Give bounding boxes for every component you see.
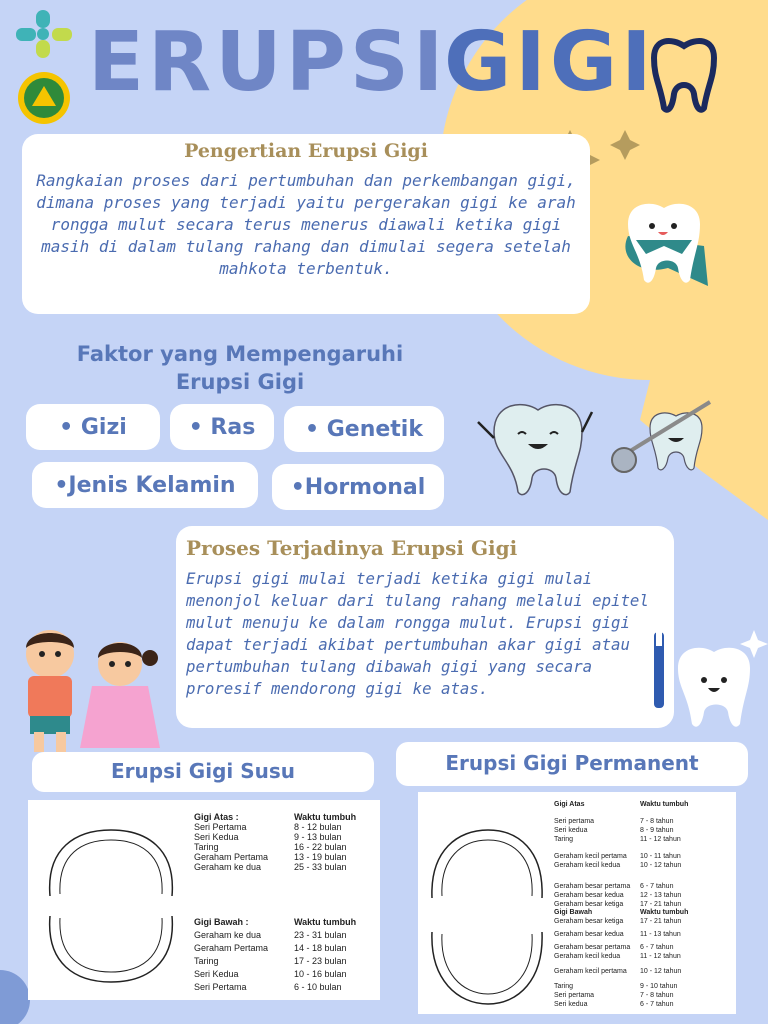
process-heading: Proses Terjadinya Erupsi Gigi xyxy=(186,536,518,560)
tooth-time: 8 - 12 bulan xyxy=(294,822,342,832)
factors-heading-line2: Erupsi Gigi xyxy=(175,370,305,394)
deciduous-title: Erupsi Gigi Susu xyxy=(111,759,295,783)
factor-pill-genetik: • Genetik xyxy=(284,406,444,452)
tooth-time: 6 - 10 bulan xyxy=(294,982,342,992)
deciduous-upper-header-time: Waktu tumbuh xyxy=(294,812,357,822)
tooth-with-toothbrush-image xyxy=(640,628,760,738)
factors-heading-line1: Faktor yang Mempengaruhi xyxy=(76,342,404,366)
tooth-time: 17 - 23 bulan xyxy=(294,956,347,966)
tooth-time: 6 - 7 tahun xyxy=(640,883,674,890)
tooth-name: Seri pertama xyxy=(554,992,595,999)
deciduous-lower-header-name: Gigi Bawah : xyxy=(194,917,249,927)
university-logo-icon xyxy=(14,70,74,126)
tooth-name: Geraham Pertama xyxy=(194,943,269,953)
tooth-time: 17 - 21 tahun xyxy=(640,901,682,908)
tooth-name: Taring xyxy=(194,956,219,966)
deciduous-chart xyxy=(28,800,380,1000)
permanent-lower-header-time: Waktu tumbuh xyxy=(640,909,689,916)
tooth-name: Geraham ke dua xyxy=(194,930,262,940)
tooth-time: 8 - 9 tahun xyxy=(640,827,674,834)
permanent-lower-header-name: Gigi Bawah xyxy=(554,909,593,916)
factor-pill-hormonal: •Hormonal xyxy=(272,464,444,510)
tooth-time: 10 - 12 tahun xyxy=(640,968,682,975)
permanent-upper-table xyxy=(554,800,720,909)
tooth-name: Taring xyxy=(554,983,574,990)
tooth-name: Seri pertama xyxy=(554,818,595,825)
sparkle-icon xyxy=(610,130,640,160)
tooth-name: Seri kedua xyxy=(554,827,588,834)
tooth-time: 13 - 19 bulan xyxy=(294,852,347,862)
tooth-name: Geraham Pertama xyxy=(194,852,269,862)
factor-pill-gizi: • Gizi xyxy=(26,404,160,450)
permanent-title-box xyxy=(396,742,748,786)
kids-illustration-image xyxy=(4,612,174,754)
tooth-mascot-cape-image xyxy=(608,196,724,296)
definition-card xyxy=(22,134,590,314)
title-gigi: GIGI xyxy=(444,15,656,110)
tooth-name: Seri Kedua xyxy=(194,969,239,979)
tooth-time: 11 - 12 tahun xyxy=(640,836,681,843)
happy-teeth-image xyxy=(474,392,724,502)
factors-heading xyxy=(30,340,450,396)
factor-pill-jenis-kelamin: •Jenis Kelamin xyxy=(32,462,258,508)
process-card xyxy=(176,526,674,728)
tooth-time: 6 - 7 tahun xyxy=(640,944,674,951)
permanent-upper-header-time: Waktu tumbuh xyxy=(640,801,689,808)
tooth-time: 17 - 21 tahun xyxy=(640,918,682,925)
tooth-name: Seri kedua xyxy=(554,1001,588,1008)
permanent-chart xyxy=(418,792,736,1014)
tooth-name: Geraham kecil pertama xyxy=(554,968,627,975)
deciduous-upper-table xyxy=(194,812,374,872)
tooth-name: Geraham besar pertama xyxy=(554,944,631,951)
tooth-name: Seri Kedua xyxy=(194,832,239,842)
tooth-name: Geraham besar ketiga xyxy=(554,901,624,908)
tooth-time: 7 - 8 tahun xyxy=(640,992,674,999)
tooth-time: 12 - 13 tahun xyxy=(640,892,682,899)
permanent-jaw-diagram xyxy=(424,822,550,1012)
factor-pill-ras: • Ras xyxy=(170,404,274,450)
tooth-name: Geraham besar pertama xyxy=(554,883,631,890)
title-erupsi: ERUPSI xyxy=(88,15,448,110)
tooth-name: Geraham besar kedua xyxy=(554,892,624,899)
tooth-outline-icon xyxy=(646,34,722,114)
tooth-time: 23 - 31 bulan xyxy=(294,930,347,940)
tooth-name: Geraham kecil kedua xyxy=(554,862,621,869)
tooth-name: Taring xyxy=(194,842,219,852)
process-text: Erupsi gigi mulai terjadi ketika gigi mulai menonjol keluar dari tulang rahang melalui epitel mulut menuju ke dalam rongga mulut. Erupsi gigi dapat terjadi akibat pertumbuhan akar gigi atau pertumbuhan tulang dibawah gigi yang secara proresif mendorong gigi ke atas. xyxy=(186,569,649,698)
tooth-name: Taring xyxy=(554,836,574,843)
deciduous-jaw-diagram xyxy=(36,818,186,994)
permanent-upper-header-name: Gigi Atas xyxy=(554,801,585,808)
deciduous-lower-header-time: Waktu tumbuh xyxy=(294,917,357,927)
tooth-time: 6 - 7 tahun xyxy=(640,1001,674,1008)
tooth-time: 10 - 11 tahun xyxy=(640,853,681,860)
tooth-time: 25 - 33 bulan xyxy=(294,862,347,872)
tooth-time: 11 - 12 tahun xyxy=(640,953,681,960)
tooth-name: Seri Pertama xyxy=(194,982,247,992)
tooth-time: 9 - 10 tahun xyxy=(640,983,678,990)
tooth-name: Geraham kecil kedua xyxy=(554,953,621,960)
tooth-time: 14 - 18 bulan xyxy=(294,943,347,953)
tooth-time: 9 - 13 bulan xyxy=(294,832,342,842)
permanent-title: Erupsi Gigi Permanent xyxy=(445,751,699,775)
tooth-name: Seri Pertama xyxy=(194,822,247,832)
tooth-name: Geraham besar ketiga xyxy=(554,918,624,925)
tooth-time: 16 - 22 bulan xyxy=(294,842,347,852)
definition-heading: Pengertian Erupsi Gigi xyxy=(184,140,428,162)
definition-text: Rangkaian proses dari pertumbuhan dan perkembangan gigi, dimana proses yang terjadi yaitu pergerakan gigi ke arah rongga mulut secara terus menerus diawali ketika gigi masih di dalam tulang rahang dan dimulai segera setelah mahkota terbentuk. xyxy=(36,171,576,278)
tooth-time: 11 - 13 tahun xyxy=(640,931,681,938)
tooth-time: 10 - 16 bulan xyxy=(294,969,347,979)
tooth-name: Geraham besar kedua xyxy=(554,931,624,938)
deciduous-title-box xyxy=(32,752,374,792)
tooth-name: Geraham kecil pertama xyxy=(554,853,627,860)
deciduous-lower-table xyxy=(194,916,374,994)
tooth-time: 7 - 8 tahun xyxy=(640,818,674,825)
tooth-name: Geraham ke dua xyxy=(194,862,262,872)
health-logo-icon xyxy=(14,8,76,60)
tooth-time: 10 - 12 tahun xyxy=(640,862,682,869)
deciduous-upper-header-name: Gigi Atas : xyxy=(194,812,239,822)
permanent-lower-table xyxy=(554,908,720,1009)
